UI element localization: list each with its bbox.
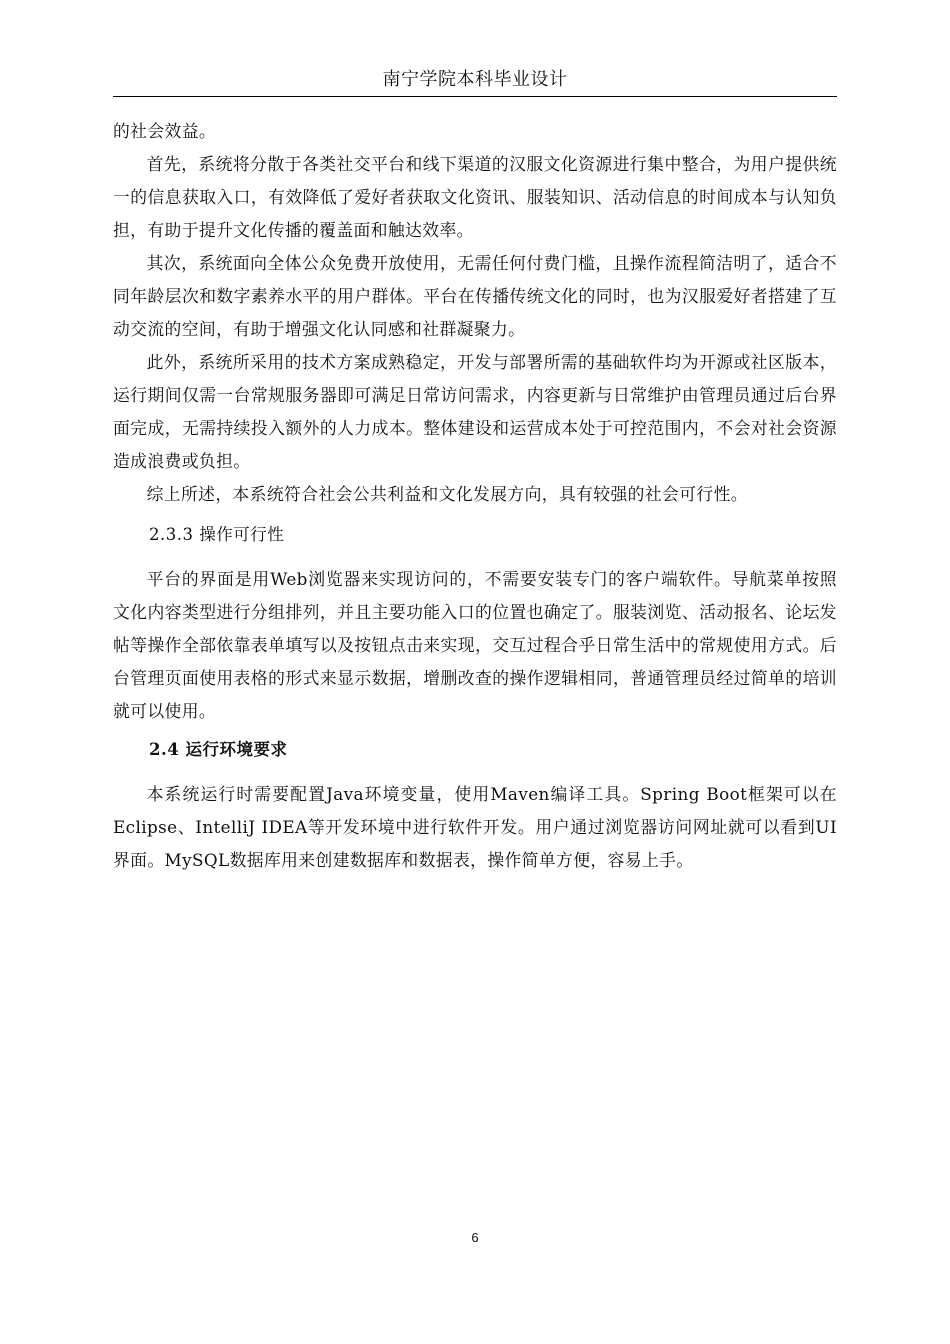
paragraph-operation-feasibility: 平台的界面是用Web浏览器来实现访问的，不需要安装专门的客户端软件。导航菜单按照文化内容类型进行分组排列，并且主要功能入口的位置也确定了。服装浏览、活动报名、论坛发帖等操作全部依靠表单填写以及按钮点击来实现，交互过程合乎日常生活中的常规使用方式。后台管理页面使用表格的形式来显示数据，增删改查的操作逻辑相同，普通管理员经过简单的培训就可以使用。 xyxy=(113,569,837,721)
paragraph-first-point: 首先，系统将分散于各类社交平台和线下渠道的汉服文化资源进行集中整合，为用户提供统一的信息获取入口，有效降低了爱好者获取文化资讯、服装知识、活动信息的时间成本与认知负担，有助于提升文化传播的覆盖面和触达效率。 xyxy=(113,154,837,240)
section-heading-2-4: 2.4 运行环境要求 xyxy=(149,740,288,759)
document-body xyxy=(113,115,837,877)
paragraph-second-point: 其次，系统面向全体公众免费开放使用，无需任何付费门槛，且操作流程简洁明了，适合不同年龄层次和数字素养水平的用户群体。平台在传播传统文化的同时，也为汉服爱好者搭建了互动交流的空间，有助于增强文化认同感和社群凝聚力。 xyxy=(113,253,837,339)
paragraph-runtime-environment: 本系统运行时需要配置Java环境变量，使用Maven编译工具。Spring Boot框架可以在Eclipse、IntelliJ IDEA等开发环境中进行软件开发。用户通过浏览器访问网址就可以看到UI界面。MySQL数据库用来创建数据库和数据表，操作简单方便，容易上手。 xyxy=(113,784,837,870)
paragraph-continuation: 的社会效益。 xyxy=(113,121,217,141)
page-header xyxy=(113,66,837,97)
page-number: 6 xyxy=(471,1230,479,1245)
section-heading-2-3-3: 2.3.3 操作可行性 xyxy=(149,525,285,544)
paragraph-third-point: 此外，系统所采用的技术方案成熟稳定，开发与部署所需的基础软件均为开源或社区版本，运行期间仅需一台常规服务器即可满足日常访问需求，内容更新与日常维护由管理员通过后台界面完成，无需持续投入额外的人力成本。整体建设和运营成本处于可控范围内，不会对社会资源造成浪费或负担。 xyxy=(113,352,837,471)
header-title: 南宁学院本科毕业设计 xyxy=(382,69,568,90)
paragraph-summary: 综上所述，本系统符合社会公共利益和文化发展方向，具有较强的社会可行性。 xyxy=(146,484,748,504)
